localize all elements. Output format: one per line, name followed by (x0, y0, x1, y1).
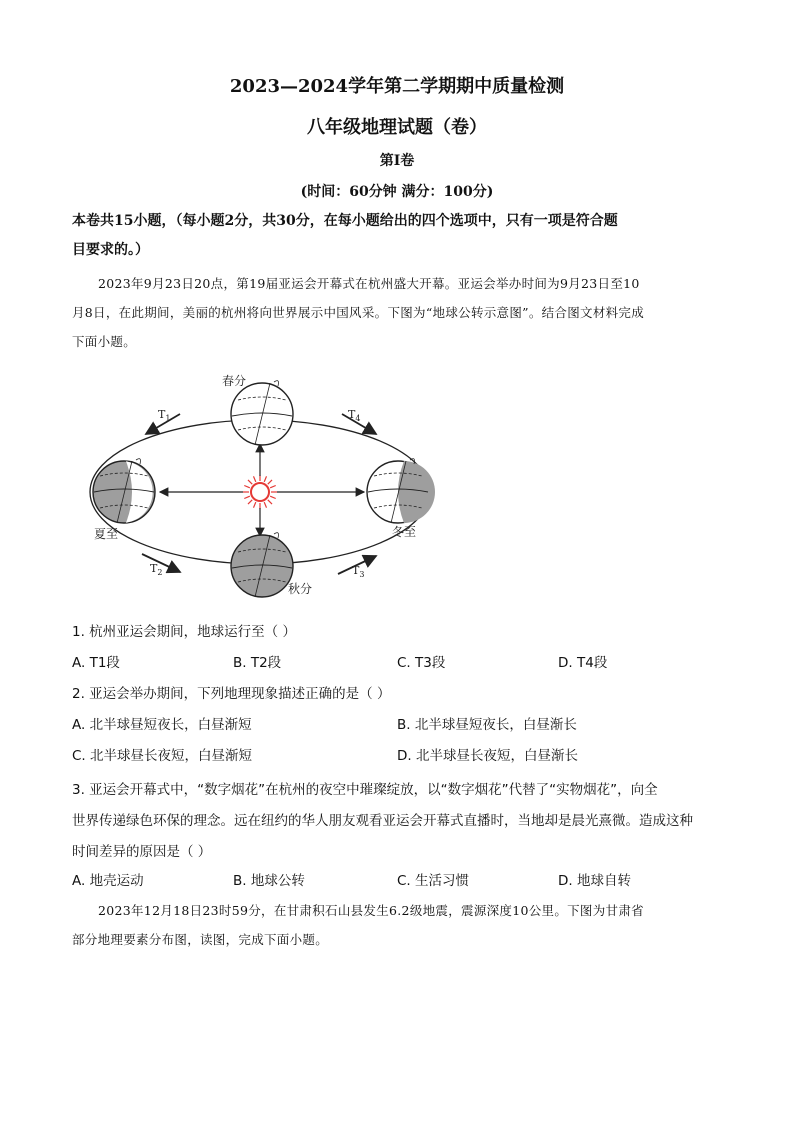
volume-label: 第Ⅰ卷 (379, 153, 415, 169)
question-2-option-b[interactable]: B. 北半球昼短夜长，白昼渐长 (397, 717, 577, 733)
sun-ray (244, 496, 250, 498)
sun-ray (270, 496, 276, 498)
question-2-option-d[interactable]: D. 北半球昼长夜短，白昼渐长 (397, 748, 578, 764)
label-t1: $T_1$ (158, 408, 171, 423)
question-1-option-a[interactable]: A. T1段 (72, 655, 120, 671)
passage-1-line-3: 下面小题。 (72, 334, 137, 349)
time-score-line: (时间：60分钟 满分：100分) (300, 184, 494, 200)
label-winter: 冬至 (392, 525, 417, 539)
exam-title: 2023—2024学年第二学期期中质量检测 (229, 76, 565, 97)
passage-1-line-2: 月8日，在此期间，美丽的杭州将向世界展示中国风采。下图为“地球公转示意图”。结合图文材料完成 (72, 305, 645, 320)
question-2-stem: 2. 亚运会举办期间，下列地理现象描述正确的是（ ） (72, 686, 391, 702)
question-2-option-c[interactable]: C. 北半球昼长夜短，白昼渐短 (72, 748, 253, 764)
passage-2 (72, 896, 724, 954)
question-3-stem-line-1: 3. 亚运会开幕式中，“数字烟花”在杭州的夜空中璀璨绽放，以“数字烟花”代替了“实物烟花”，向全 (72, 782, 658, 798)
question-1-option-d[interactable]: D. T4段 (558, 655, 608, 671)
question-3-stem-line-2: 世界传递绿色环保的理念。远在纽约的华人朋友观看亚运会开幕式直播时，当地却是晨光熹微。造成这种 (72, 813, 693, 829)
instructions-line-2: 目要求的。） (72, 242, 149, 258)
question-1-stem: 1. 杭州亚运会期间，地球运行至（ ） (72, 624, 296, 640)
passage-1-line-1: 2023年9月23日20点，第19届亚运会开幕式在杭州盛大开幕。亚运会举办时间为9月23日至10 (98, 276, 640, 291)
question-3-stem (72, 775, 724, 868)
question-1-option-c[interactable]: C. T3段 (397, 655, 446, 671)
sun-ray (248, 480, 252, 484)
instructions-line-1: 本卷共15小题，（每小题2分，共30分，在每小题给出的四个选项中，只有一项是符合题 (72, 213, 618, 229)
label-spring: 春分 (222, 374, 247, 388)
sun-ray (270, 485, 276, 487)
sun-icon (243, 475, 277, 509)
exam-subtitle: 八年级地理试题（卷） (307, 117, 487, 138)
question-3-option-a[interactable]: A. 地壳运动 (72, 873, 144, 889)
sun-ray (248, 500, 252, 504)
question-3-stem-line-3: 时间差异的原因是（ ） (72, 844, 212, 860)
earth-revolution-diagram (80, 368, 450, 604)
sun-ray (244, 485, 250, 487)
question-1-option-b[interactable]: B. T2段 (233, 655, 282, 671)
question-2-option-a[interactable]: A. 北半球昼短夜长，白昼渐短 (72, 717, 252, 733)
label-summer: 夏至 (94, 527, 119, 541)
instructions (72, 207, 724, 265)
earth-winter-solstice (367, 459, 435, 523)
earth-summer-solstice (93, 459, 155, 523)
label-autumn: 秋分 (288, 582, 313, 596)
earth-autumn-equinox (231, 533, 293, 597)
sun-ray (268, 500, 272, 504)
passage-1 (72, 269, 724, 356)
question-3-option-c[interactable]: C. 生活习惯 (397, 873, 470, 889)
label-t2: $T_2$ (150, 562, 163, 577)
sun-ray (253, 476, 255, 482)
label-t3: $T_3$ (352, 564, 365, 579)
sun-ray (264, 502, 266, 508)
sun-ray (264, 476, 266, 482)
question-3-option-d[interactable]: D. 地球自转 (558, 873, 631, 889)
sun-ray (268, 480, 272, 484)
label-t4: $T_4$ (348, 408, 361, 423)
passage-2-line-1: 2023年12月18日23时59分，在甘肃积石山县发生6.2级地震，震源深度10公里。下图为甘肃省 (98, 903, 644, 918)
passage-2-line-2: 部分地理要素分布图，读图，完成下面小题。 (72, 932, 329, 947)
question-3-option-b[interactable]: B. 地球公转 (233, 873, 305, 889)
earth-spring-equinox (231, 381, 293, 445)
sun-ray (253, 502, 255, 508)
